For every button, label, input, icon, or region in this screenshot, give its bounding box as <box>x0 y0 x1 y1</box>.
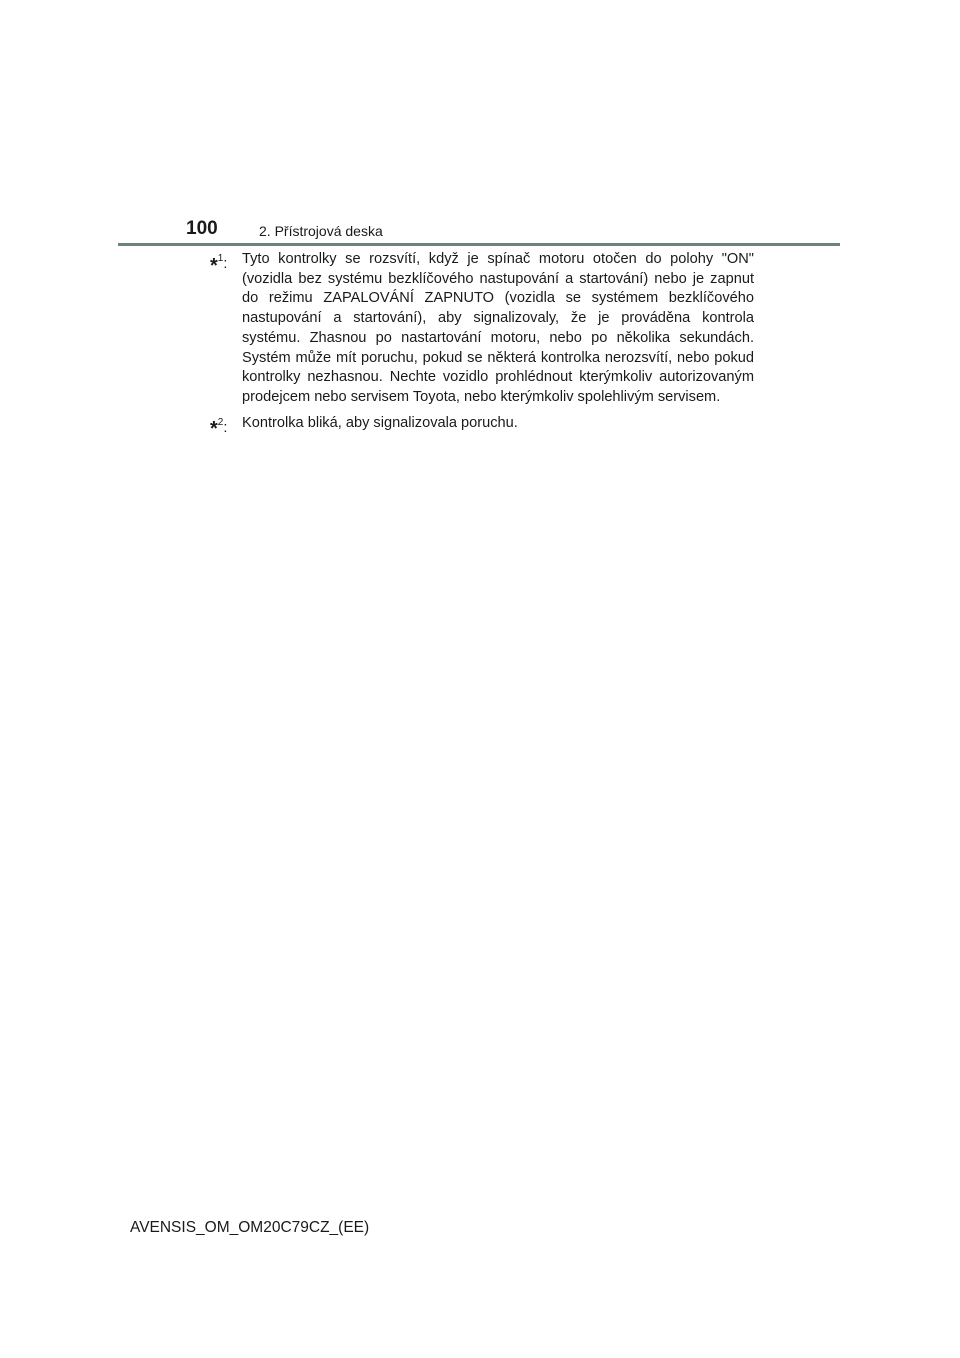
footnote-number-2: 2 <box>217 416 224 428</box>
page-number: 100 <box>186 218 218 239</box>
footnote-number-1: 1 <box>217 253 224 264</box>
footnote-star-2: * <box>210 418 218 441</box>
header-divider <box>118 243 840 246</box>
footnote-marker-2 <box>210 414 242 439</box>
footnote-1 <box>210 250 754 408</box>
footnote-text-2: Kontrolka bliká, aby signalizovala poruchu. <box>242 414 518 431</box>
footnote-2 <box>210 414 754 439</box>
footnote-colon-2: : <box>223 419 228 436</box>
section-title: 2. Přístrojová deska <box>259 223 383 239</box>
footnote-text-1: Tyto kontrolky se rozsvítí, když je spínač motoru otočen do polohy "ON" (vozidla bez systému bezklíčového nastupování a startování) nebo je zapnut do režimu ZAPALOVÁNÍ ZAPNUTO (vozidla se systémem bezklíčového nastupování a startování), aby signalizovaly, že je prováděna kontrola systému. Zhasnou po nastartování motoru, nebo po několika sekundách. Systém může mít poruchu, pokud se některá kontrolka nerozsvítí, nebo pokud kontrolky nezhasnou. Nechte vozidlo prohlédnout kterýmkoliv autorizovaným prodejcem nebo servisem Toyota, nebo kterýmkoliv spolehlivým servisem. <box>242 251 754 405</box>
footnote-colon-1: : <box>223 255 228 272</box>
footnote-star-1: * <box>210 254 218 277</box>
footnote-marker-1 <box>210 250 242 275</box>
footnotes <box>210 250 754 444</box>
document-code: AVENSIS_OM_OM20C79CZ_(EE) <box>130 1219 370 1236</box>
